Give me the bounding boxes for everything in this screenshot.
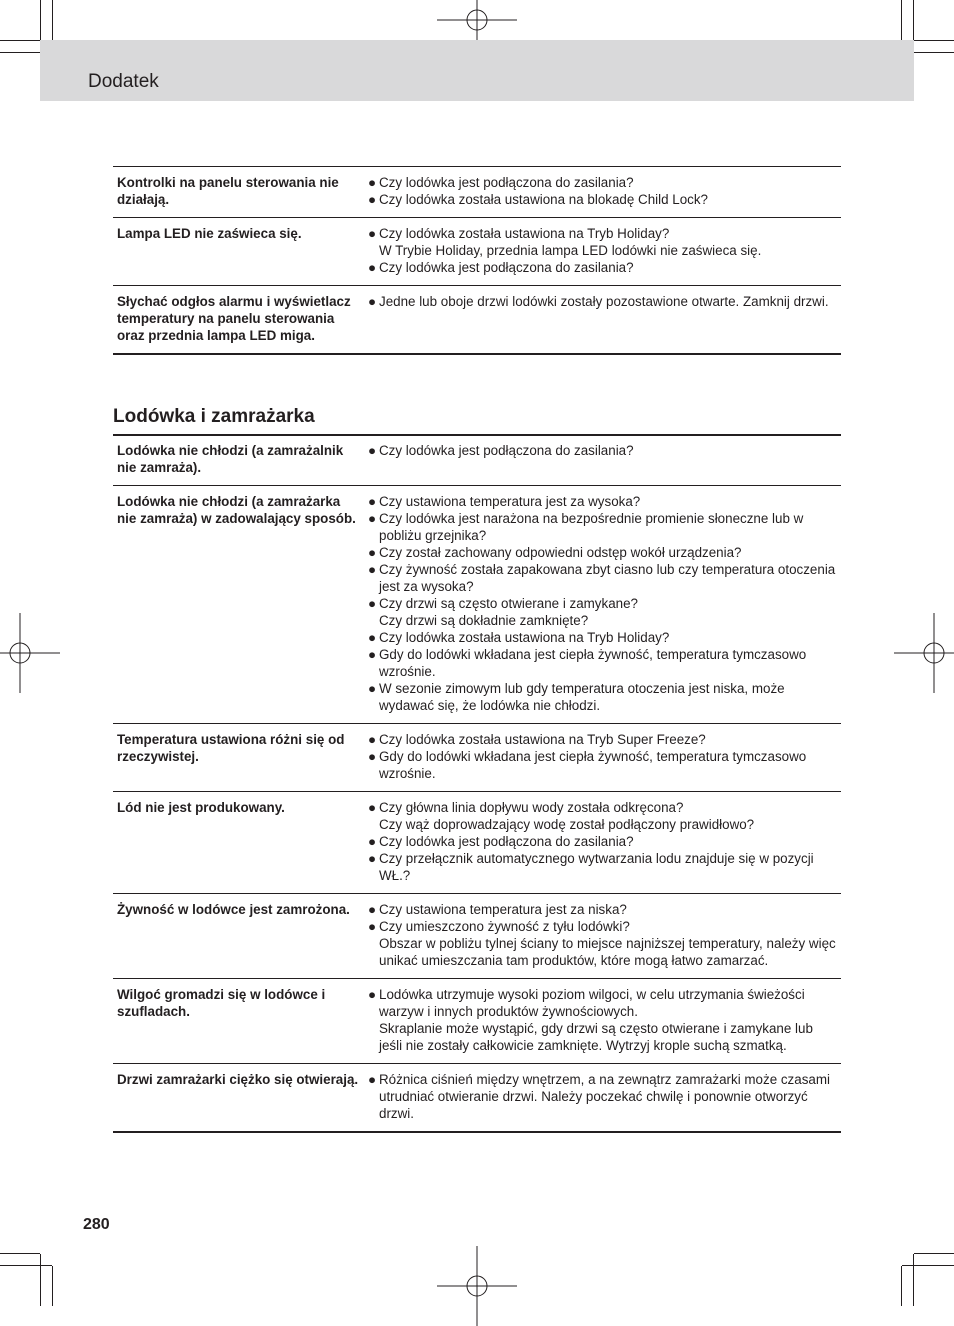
problem-cell: Lampa LED nie zaświeca się. [117,226,302,241]
bullet-icon: ● [368,545,377,560]
solution-item [368,191,837,208]
table-row [113,218,841,286]
bullet-icon: ● [368,596,377,611]
solution-item [368,918,837,969]
solution-text: Czy drzwi są dokładnie zamknięte? [379,613,589,628]
bullet-icon: ● [368,919,377,934]
solution-cell [364,724,841,792]
solution-cell [364,894,841,979]
solution-item [368,493,837,510]
solution-text: Gdy do lodówki wkładana jest ciepła żywność, temperatura tymczasowo wzrośnie. [379,749,807,781]
solution-text: Czy żywność została zapakowana zbyt ciasno lub czy temperatura otoczenia jest za wysoka? [379,562,836,594]
bullet-icon: ● [368,630,377,645]
solution-cell [364,167,841,218]
solution-text: Czy lodówka jest podłączona do zasilania? [379,260,634,275]
solution-text: Obszar w pobliżu tylnej ściany to miejsce najniższej temperatury, należy więc unikać umieszczania tam produktów, które mogą łatwo zamarzać. [379,936,836,968]
bullet-icon: ● [368,494,377,509]
table-row [113,894,841,979]
table-row [113,979,841,1064]
bullet-icon: ● [368,987,377,1002]
solution-item [368,442,837,459]
solution-item [368,799,837,833]
section-title: Lodówka i zamrażarka [113,406,315,427]
problem-cell: Lodówka nie chłodzi (a zamrażarka nie zamraża) w zadowalający sposób. [117,494,356,526]
bullet-icon: ● [368,902,377,917]
table-row [113,724,841,792]
bullet-icon: ● [368,294,377,309]
solution-text: Gdy do lodówki wkładana jest ciepła żywność, temperatura tymczasowo wzrośnie. [379,647,807,679]
solution-text: Skraplanie może wystąpić, gdy drzwi są często otwierane i zamykane lub jeśli nie zostały całkowicie zamknięte. Wytrzyj krople suchą szmatką. [379,1021,813,1053]
bullet-icon: ● [368,732,377,747]
solution-text: Czy lodówka jest narażona na bezpośrednie promienie słoneczne lub w pobliżu grzejnika? [379,511,804,543]
solution-item [368,595,837,629]
solution-item [368,646,837,680]
problem-cell: Temperatura ustawiona różni się od rzeczywistej. [117,732,345,764]
problem-cell: Kontrolki na panelu sterowania nie działają. [117,175,339,207]
bullet-icon: ● [368,226,377,241]
bullet-icon: ● [368,260,377,275]
solution-item [368,1071,837,1122]
table-row [113,167,841,218]
solution-item [368,561,837,595]
solution-text: Czy lodówka jest podłączona do zasilania? [379,834,634,849]
table-row [113,1064,841,1133]
bullet-icon: ● [368,851,377,866]
problem-cell: Drzwi zamrażarki ciężko się otwierają. [117,1072,359,1087]
solution-item [368,629,837,646]
solution-text: Czy wąż doprowadzający wodę został podłączony prawidłowo? [379,817,755,832]
problem-cell: Lód nie jest produkowany. [117,800,285,815]
solution-text: Lodówka utrzymuje wysoki poziom wilgoci, w celu utrzymania świeżości warzyw i innych produktów żywnościowych. [379,987,805,1019]
solution-cell [364,286,841,355]
solution-cell [364,218,841,286]
solution-item [368,850,837,884]
solution-cell [364,792,841,894]
solution-item [368,510,837,544]
solution-text: Czy lodówka została ustawiona na blokadę Child Lock? [379,192,709,207]
solution-cell [364,979,841,1064]
solution-text: Czy główna linia dopływu wody została odkręcona? [379,800,684,815]
bullet-icon: ● [368,1072,377,1087]
solution-text: Czy lodówka została ustawiona na Tryb Super Freeze? [379,732,706,747]
table-row [113,435,841,486]
solution-item [368,225,837,259]
header-band [40,40,914,101]
registration-mark-icon [894,613,954,693]
solution-item [368,544,837,561]
registration-mark-icon [437,1246,517,1326]
table-row [113,286,841,355]
solution-item [368,901,837,918]
solution-text: Czy lodówka jest podłączona do zasilania? [379,175,634,190]
solution-text: Czy drzwi są często otwierane i zamykane? [379,596,638,611]
table-row [113,792,841,894]
solution-item [368,833,837,850]
bullet-icon: ● [368,749,377,764]
problem-cell: Słychać odgłos alarmu i wyświetlacz temperatury na panelu sterowania oraz przednia lampa LED miga. [117,294,351,343]
page-number: 280 [83,1216,110,1233]
solution-cell [364,435,841,486]
solution-text: Czy ustawiona temperatura jest za niska? [379,902,627,917]
bullet-icon: ● [368,834,377,849]
solution-text: W sezonie zimowym lub gdy temperatura otoczenia jest niska, może wydawać się, że lodówka nie chłodzi. [379,681,785,713]
problem-cell: Wilgoć gromadzi się w lodówce i szufladach. [117,987,326,1019]
bullet-icon: ● [368,511,377,526]
bullet-icon: ● [368,192,377,207]
bullet-icon: ● [368,562,377,577]
bullet-icon: ● [368,681,377,696]
solution-item [368,174,837,191]
solution-item [368,986,837,1054]
bullet-icon: ● [368,443,377,458]
bullet-icon: ● [368,175,377,190]
solution-text: Czy lodówka została ustawiona na Tryb Holiday? [379,226,670,241]
page-header-title: Dodatek [88,71,159,92]
solution-item [368,293,837,310]
solution-text: Czy przełącznik automatycznego wytwarzania lodu znajduje się w pozycji WŁ.? [379,851,814,883]
bullet-icon: ● [368,800,377,815]
problem-cell: Lodówka nie chłodzi (a zamrażalnik nie zamraża). [117,443,344,475]
solution-item [368,748,837,782]
troubleshooting-table-fridge-freezer [113,435,841,1133]
solution-text: W Trybie Holiday, przednia lampa LED lodówki nie zaświeca się. [379,243,762,258]
solution-text: Czy został zachowany odpowiedni odstęp wokół urządzenia? [379,545,742,560]
solution-text: Czy lodówka została ustawiona na Tryb Holiday? [379,630,670,645]
solution-text: Jedne lub oboje drzwi lodówki zostały pozostawione otwarte. Zamknij drzwi. [379,294,829,309]
solution-text: Różnica ciśnień między wnętrzem, a na zewnątrz zamrażarki może czasami utrudniać otwieranie drzwi. Należy poczekać chwilę i ponownie otworzyć drzwi. [379,1072,830,1121]
bullet-icon: ● [368,647,377,662]
solution-cell [364,1064,841,1133]
solution-item [368,259,837,276]
solution-cell [364,486,841,724]
problem-cell: Żywność w lodówce jest zamrożona. [117,902,350,917]
solution-text: Czy lodówka jest podłączona do zasilania? [379,443,634,458]
solution-item [368,731,837,748]
troubleshooting-table-general [113,166,841,355]
table-row [113,486,841,724]
solution-text: Czy ustawiona temperatura jest za wysoka? [379,494,641,509]
solution-text: Czy umieszczono żywność z tyłu lodówki? [379,919,630,934]
solution-item [368,680,837,714]
registration-mark-icon [0,613,60,693]
